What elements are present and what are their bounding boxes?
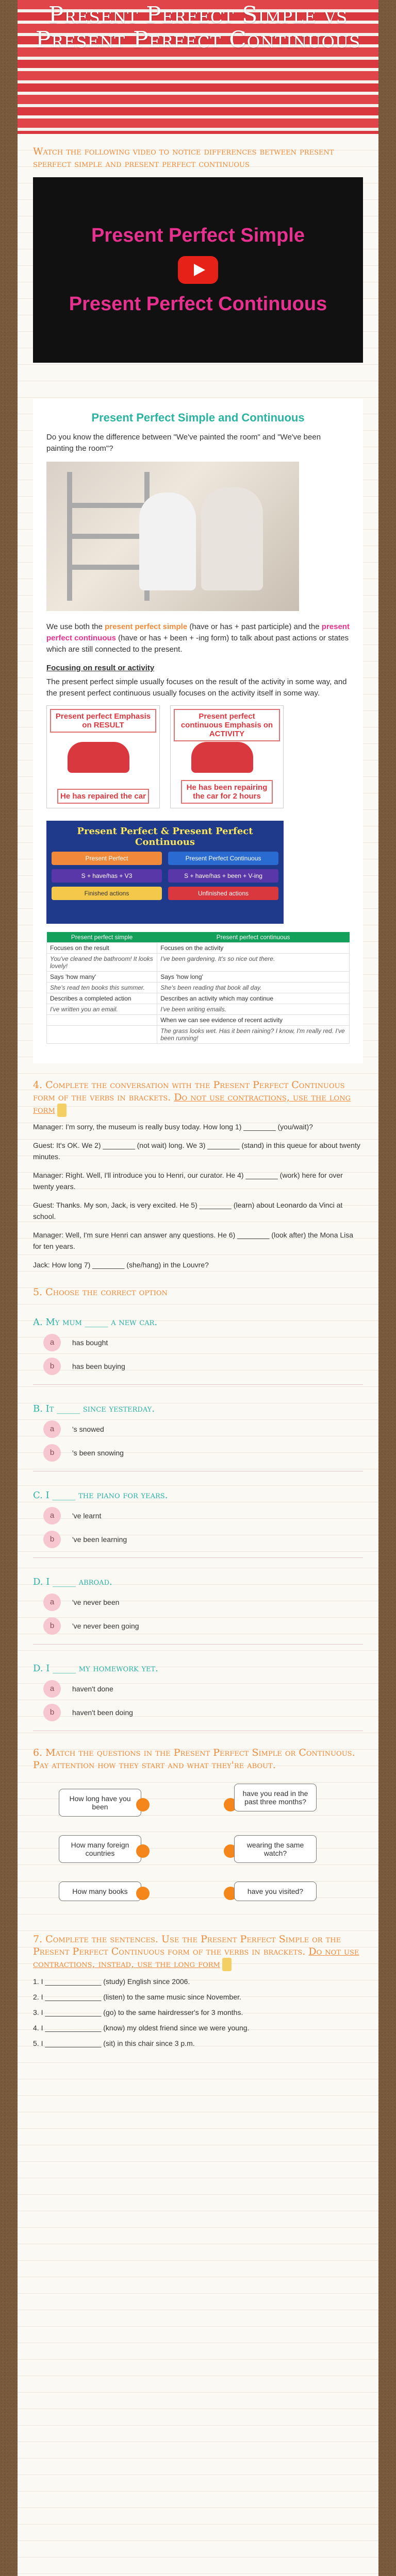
match-right-3[interactable]: have you visited? <box>234 1882 317 1901</box>
focus-heading: Focusing on result or activity <box>46 664 155 672</box>
person-image <box>139 493 196 590</box>
exercise-4 <box>18 1079 378 1270</box>
sentence[interactable]: 4. I ______________ (know) my oldest friend since we were young. <box>33 2024 250 2032</box>
question-title: C. I _____ the piano for years. <box>33 1490 168 1501</box>
option-a[interactable]: a 've learnt <box>43 1507 363 1524</box>
conversation-line[interactable]: Manager: I'm sorry, the museum is really busy today. How long 1) ________ (you/wait)? <box>33 1123 313 1131</box>
option-a[interactable]: a 's snowed <box>43 1420 363 1438</box>
table-row: She's read ten books this summer. She's been reading that book all day. <box>47 982 350 993</box>
exercise-5 <box>18 1286 378 1731</box>
car-image <box>191 742 253 773</box>
option-b[interactable]: b 's been snowing <box>43 1444 363 1462</box>
table-row: Describes a completed action Describes an activity which may continue <box>47 993 350 1004</box>
question-title: A. My mum _____ a new car. <box>33 1317 158 1328</box>
play-icon[interactable] <box>178 256 218 284</box>
matching-area <box>33 1784 363 1918</box>
exercise-4-heading: 4. Complete the conversation with the Present Perfect Continuous form of the verbs in brackets. Do not use contractions, use the long form <box>33 1079 363 1117</box>
table-row: You've cleaned the bathroom! It looks lovely! I've been gardening. It's so nice out there. <box>47 954 350 972</box>
car-image <box>68 742 129 773</box>
conversation-line[interactable]: Guest: It's OK. We 2) ________ (not wait) long. We 3) ________ (stand) in this queue for about twenty minutes. <box>33 1141 360 1161</box>
table-header: Present perfect simple <box>47 932 157 943</box>
option-b[interactable]: b 've been learning <box>43 1531 363 1548</box>
option-b[interactable]: b haven't been doing <box>43 1704 363 1721</box>
sentence[interactable]: 5. I ______________ (sit) in this chair since 3 p.m. <box>33 2039 195 2047</box>
table-row: I've written you an email. I've been writing emails. <box>47 1004 350 1015</box>
highlight-icon <box>57 1104 67 1117</box>
option-b[interactable]: b has been buying <box>43 1358 363 1375</box>
conversation-line[interactable]: Guest: Thanks. My son, Jack, is very excited. He 5) ________ (learn) about Leonardo da Vinci at school. <box>33 1201 343 1221</box>
video-title-line2: Present Perfect Continuous <box>69 293 327 315</box>
table-header: Present perfect continuous <box>157 932 350 943</box>
intro-heading: Watch the following video to notice differences between present sperfect simple and present perfect continuous <box>33 146 334 170</box>
conversation-line[interactable]: Manager: Well, I'm sure Henri can answer any questions. He 6) ________ (look after) the Mona Lisa for ten years. <box>33 1231 354 1250</box>
question-title: D. I _____ abroad. <box>33 1577 112 1587</box>
match-handle[interactable] <box>136 1844 150 1858</box>
option-b[interactable]: b 've never been going <box>43 1617 363 1635</box>
video-title-line1: Present Perfect Simple <box>91 225 305 246</box>
exercise-5-heading: 5. Choose the correct option <box>33 1286 168 1298</box>
option-a[interactable]: a 've never been <box>43 1594 363 1611</box>
conversation-line[interactable]: Manager: Right. Well, I'll introduce you to Henri, our curator. He 4) ________ (work) here for over twenty years. <box>33 1171 343 1191</box>
table-row: Says 'how many' Says 'how long' <box>47 972 350 982</box>
lesson-card <box>33 399 363 1063</box>
card-title: Present Perfect Simple and Continuous <box>91 411 305 424</box>
comparison-table <box>46 932 350 1044</box>
sentence[interactable]: 2. I ______________ (listen) to the same music since November. <box>33 1993 241 2001</box>
match-left-3[interactable]: How many books <box>59 1882 141 1901</box>
result-image: Present perfect Emphasis on RESULT He has repaired the car <box>46 705 160 808</box>
question-title: D. I _____ my homework yet. <box>33 1663 158 1674</box>
match-left-2[interactable]: How many foreign countries <box>59 1835 141 1863</box>
activity-image: Present perfect continuous Emphasis on ACTIVITY He has been repairing the car for 2 hours <box>170 705 284 808</box>
exercise-7-heading: 7. Complete the sentences. Use the Present Perfect Simple or the Present Perfect Continuous form of the verbs in brackets. Do not use contractions, instead, use the long form <box>33 1933 363 1971</box>
match-right-1[interactable]: have you read in the past three months? <box>234 1784 317 1811</box>
table-row: Focuses on the result Focuses on the activity <box>47 943 350 954</box>
exercise-6 <box>18 1747 378 1918</box>
exercise-7 <box>18 1933 378 2048</box>
match-right-2[interactable]: wearing the same watch? <box>234 1835 317 1863</box>
sentence[interactable]: 1. I ______________ (study) English since 2006. <box>33 1977 190 1986</box>
page <box>18 0 378 2576</box>
option-a[interactable]: a haven't done <box>43 1680 363 1698</box>
painting-photo <box>46 462 299 611</box>
emphasis-images <box>46 705 350 808</box>
header-banner <box>18 0 378 134</box>
explanation: We use both the present perfect simple (have or has + past participle) and the present perfect continuous (have or has + been + -ing form) to talk about past actions or states which are still connected to the present. <box>46 622 350 654</box>
table-row: When we can see evidence of recent activity <box>47 1015 350 1026</box>
focus-text: The present perfect simple usually focuses on the result of the activity in some way, and the present perfect continuous usually focuses on the activity itself in some way. <box>46 677 347 698</box>
match-handle[interactable] <box>136 1887 150 1900</box>
card-question: Do you know the difference between "We've painted the room" and "We've been painting the room"? <box>46 433 321 453</box>
question-title: B. It _____ since yesterday. <box>33 1403 155 1414</box>
table-row: The grass looks wet. Has it been raining? I know, I'm really red. I've been running! <box>47 1026 350 1044</box>
match-handle[interactable] <box>136 1798 150 1811</box>
conversation-line[interactable]: Jack: How long 7) ________ (she/hang) in the Louvre? <box>33 1261 209 1269</box>
option-a[interactable]: a has bought <box>43 1334 363 1351</box>
match-left-1[interactable]: How long have you been <box>59 1789 141 1817</box>
person-image <box>201 487 263 590</box>
exercise-6-heading: 6. Match the questions in the Present Perfect Simple or Continuous. Pay attention how they start and what they're about. <box>33 1747 355 1771</box>
grammar-banner: Present Perfect & Present Perfect Continuous Present Perfect Present Perfect Continuous S + have/has + V3 S + have/has + been + V-ing Finished actions Unfinished actions <box>46 821 284 924</box>
page-title: Present Perfect Simple vs Present Perfect Continuous <box>35 2 361 53</box>
ladder-image <box>67 472 150 601</box>
video-player[interactable] <box>33 177 363 363</box>
sentence[interactable]: 3. I ______________ (go) to the same hairdresser's for 3 months. <box>33 2008 243 2016</box>
highlight-icon <box>222 1958 232 1971</box>
